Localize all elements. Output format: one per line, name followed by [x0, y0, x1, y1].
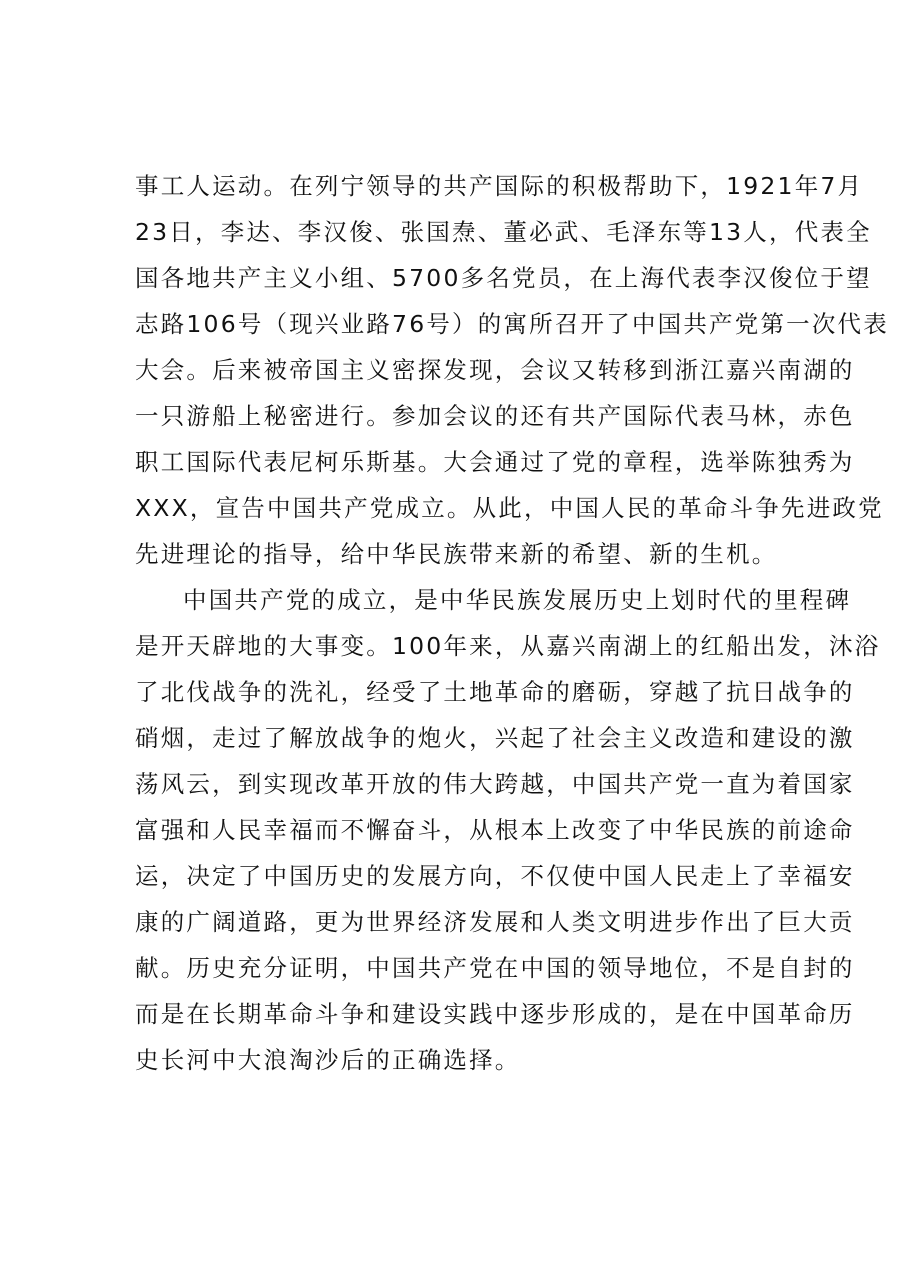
- text-line: 富强和人民幸福而不懈奋斗，从根本上改变了中华民族的前途命: [135, 816, 855, 844]
- text-line: 是开天辟地的大事变。100年来，从嘉兴南湖上的红船出发，沐浴: [135, 632, 881, 660]
- text-line: 事工人运动。在列宁领导的共产国际的积极帮助下，1921年7月: [135, 172, 864, 200]
- text-line: XXX，宣告中国共产党成立。从此，中国人民的革命斗争先进政党: [135, 494, 884, 522]
- text-line: 而是在长期革命斗争和建设实践中逐步形成的，是在中国革命历: [135, 1000, 855, 1028]
- text-line: 康的广阔道路，更为世界经济发展和人类文明进步作出了巨大贡: [135, 908, 855, 936]
- text-line: 志路106号（现兴业路76号）的寓所召开了中国共产党第一次代表: [135, 310, 889, 338]
- text-line: 国各地共产主义小组、5700多名党员，在上海代表李汉俊位于望: [135, 264, 872, 292]
- text-line: 运，决定了中国历史的发展方向，不仅使中国人民走上了幸福安: [135, 862, 855, 890]
- text-line: 了北伐战争的洗礼，经受了土地革命的磨砺，穿越了抗日战争的: [135, 678, 855, 706]
- text-line: 23日，李达、李汉俊、张国焘、董必武、毛泽东等13人，代表全: [135, 218, 872, 246]
- text-line: 职工国际代表尼柯乐斯基。大会通过了党的章程，选举陈独秀为: [135, 448, 855, 476]
- text-line: 献。历史充分证明，中国共产党在中国的领导地位，不是自封的: [135, 954, 855, 982]
- text-line: 史长河中大浪淘沙后的正确选择。: [135, 1046, 521, 1074]
- text-line: 先进理论的指导，给中华民族带来新的希望、新的生机。: [135, 540, 778, 568]
- text-line: 中国共产党的成立，是中华民族发展历史上划时代的里程碑: [183, 586, 852, 614]
- text-line: 硝烟，走过了解放战争的炮火，兴起了社会主义改造和建设的激: [135, 724, 855, 752]
- text-line: 荡风云，到实现改革开放的伟大跨越，中国共产党一直为着国家: [135, 770, 855, 798]
- text-line: 大会。后来被帝国主义密探发现，会议又转移到浙江嘉兴南湖的: [135, 356, 855, 384]
- text-line: 一只游船上秘密进行。参加会议的还有共产国际代表马林，赤色: [135, 402, 855, 430]
